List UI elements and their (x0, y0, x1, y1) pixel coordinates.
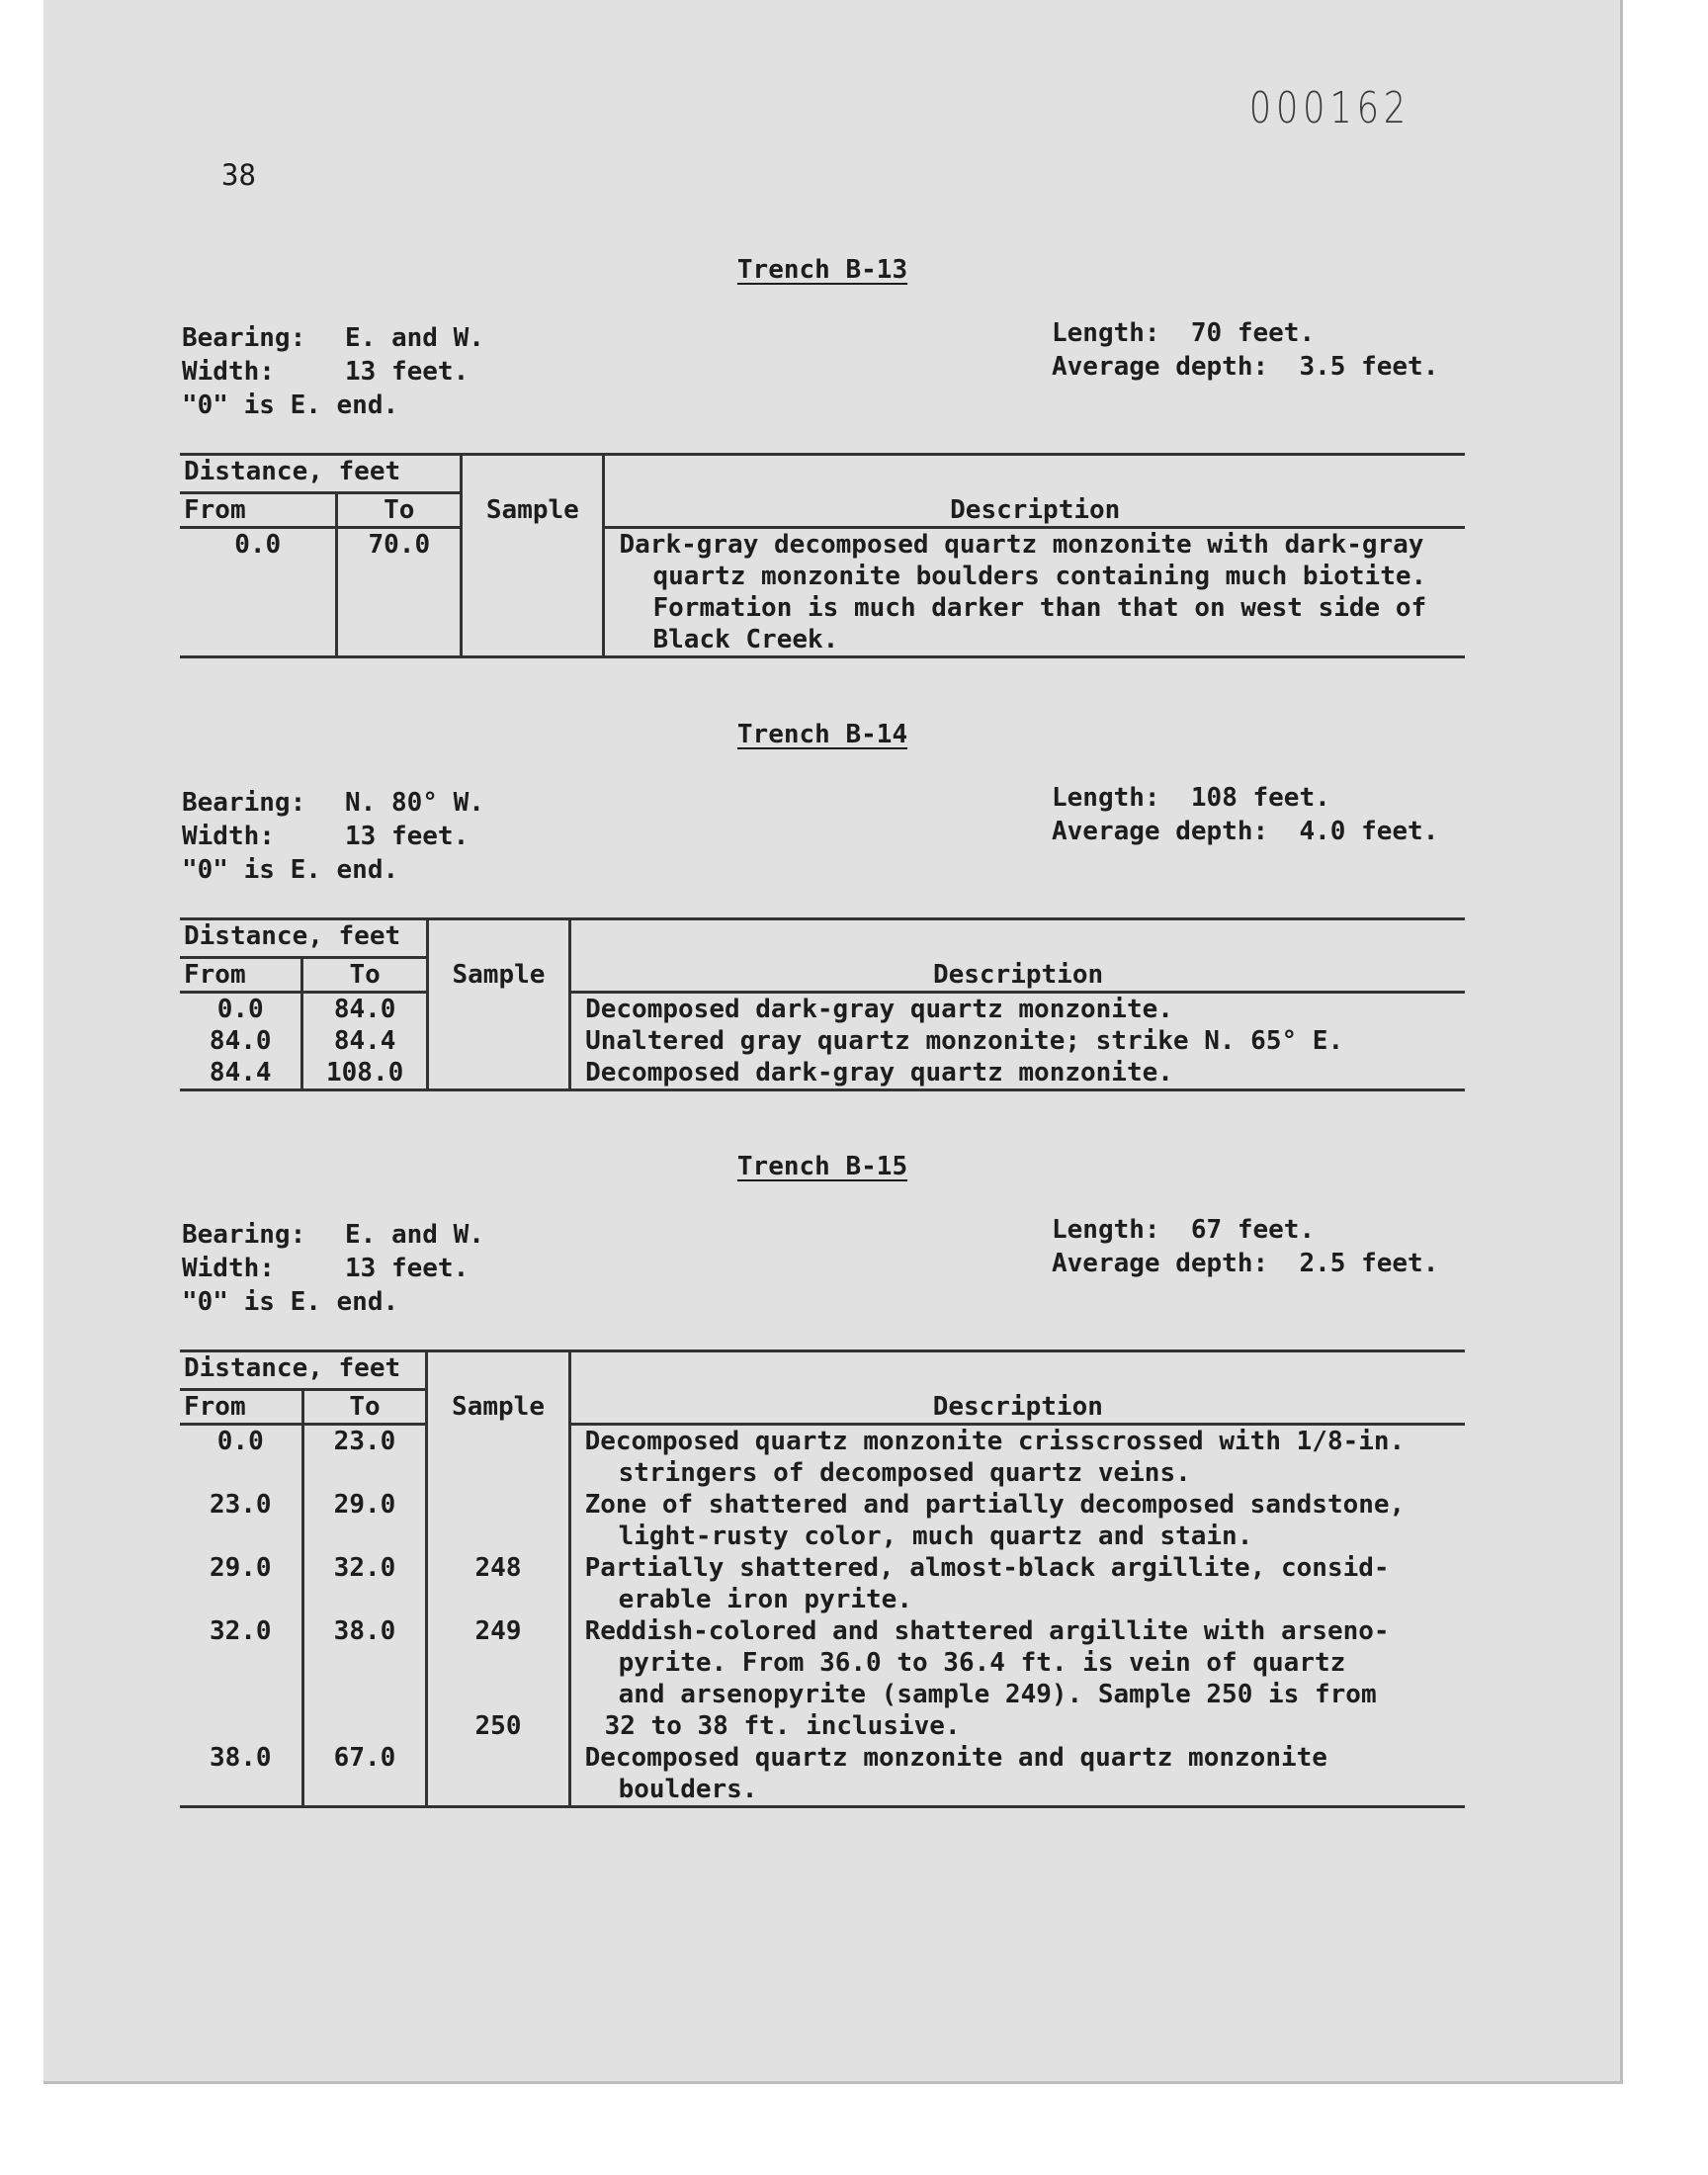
description-line: boulders. (618, 1775, 758, 1804)
table-row (180, 1489, 1465, 1552)
from-cell: 29.0 (180, 1552, 302, 1615)
from-cell: 38.0 (180, 1742, 302, 1807)
description-line: 32 to 38 ft. inclusive. (604, 1711, 961, 1741)
distance-header: Distance, feet (180, 1351, 427, 1390)
description-cell: Decomposed dark-gray quartz monzonite. (570, 1057, 1465, 1090)
bearing-label: Bearing: (182, 323, 306, 353)
description-line: Partially shattered, almost-black argillite, consid- (584, 1553, 1390, 1583)
table-row (180, 1710, 1465, 1742)
description-line: Decomposed quartz monzonite and quartz monzonite (584, 1743, 1327, 1773)
table-row (180, 1025, 1465, 1057)
from-cell: 0.0 (180, 528, 337, 657)
description-header-top (570, 919, 1465, 958)
description-line: Formation is much darker than that on west side of (652, 593, 1427, 623)
trench-log-table (180, 1349, 1465, 1808)
length-label: Length: (1052, 783, 1160, 813)
description-cell: Unaltered gray quartz monzonite; strike N. 65° E. (585, 1026, 1344, 1056)
bearing-value: E. and W. (345, 323, 484, 353)
description-cell: Decomposed dark-gray quartz monzonite. (585, 995, 1173, 1024)
sample-header: Sample (462, 455, 604, 528)
width-label: Width: (182, 357, 275, 387)
sample-cell (427, 1057, 569, 1090)
description-cell (569, 1742, 1465, 1807)
length-value: 67 feet. (1190, 1215, 1316, 1245)
to-cell: 67.0 (302, 1742, 427, 1807)
table-row (180, 1742, 1465, 1807)
description-header: Description (570, 958, 1465, 993)
trench-meta-right (1052, 781, 1438, 848)
width-label: Width: (182, 822, 275, 851)
from-header: From (180, 1390, 302, 1425)
to-header: To (302, 1390, 427, 1425)
depth-label: Average depth: (1052, 352, 1269, 382)
length-label: Length: (1052, 318, 1160, 348)
sample-header: Sample (427, 1351, 569, 1425)
from-cell: 0.0 (180, 993, 302, 1026)
from-header: From (180, 493, 337, 528)
bearing-value: E. and W. (345, 1220, 484, 1250)
depth-value: 4.0 feet. (1299, 817, 1439, 846)
document-id-stamp: 000162 (1248, 83, 1410, 133)
description-line: erable iron pyrite. (618, 1585, 912, 1614)
trench-title: Trench B-13 (736, 255, 908, 285)
description-line: stringers of decomposed quartz veins. (618, 1458, 1191, 1488)
zero-end-note: "0" is E. end. (182, 1287, 399, 1317)
from-cell (180, 1710, 302, 1742)
sample-cell (427, 1742, 569, 1807)
table-row (180, 1425, 1465, 1490)
from-cell: 32.0 (180, 1615, 302, 1710)
trench-meta-right (1052, 316, 1438, 384)
description-cell (569, 1489, 1465, 1552)
description-line: Zone of shattered and partially decomposed sandstone, (584, 1490, 1406, 1520)
sample-cell (462, 528, 604, 657)
trench-meta-left (182, 786, 484, 887)
from-cell: 0.0 (180, 1425, 302, 1490)
description-line: Decomposed quartz monzonite crisscrossed with 1/8-in. (584, 1427, 1406, 1456)
sample-cell: 250 (427, 1710, 569, 1742)
from-cell: 23.0 (180, 1489, 302, 1552)
description-line: pyrite. From 36.0 to 36.4 ft. is vein of quartz (618, 1648, 1346, 1678)
from-cell: 84.0 (180, 1025, 302, 1057)
description-cell (569, 1552, 1465, 1615)
sample-cell (427, 1489, 569, 1552)
to-cell: 108.0 (302, 1057, 427, 1090)
to-cell: 38.0 (302, 1615, 427, 1710)
page-number: 38 (221, 158, 256, 192)
depth-label: Average depth: (1052, 1249, 1269, 1278)
description-header-top (569, 1351, 1465, 1390)
to-header: To (302, 958, 427, 993)
description-header-top (604, 455, 1465, 493)
description-line: light-rusty color, much quartz and stain. (618, 1522, 1253, 1551)
table-row (180, 1057, 1465, 1090)
distance-header: Distance, feet (180, 455, 462, 493)
description-line: Reddish-colored and shattered argillite with arseno- (584, 1616, 1390, 1646)
description-header: Description (569, 1390, 1465, 1425)
width-value: 13 feet. (345, 822, 470, 851)
description-cell (604, 528, 1465, 657)
description-cell (569, 1425, 1465, 1490)
trench-log-table (180, 917, 1465, 1091)
trench-title: Trench B-14 (736, 720, 908, 749)
sample-cell: 248 (427, 1552, 569, 1615)
depth-label: Average depth: (1052, 817, 1269, 846)
width-value: 13 feet. (345, 1254, 470, 1283)
depth-value: 2.5 feet. (1299, 1249, 1439, 1278)
description-line: quartz monzonite boulders containing much biotite. (652, 562, 1427, 591)
sample-cell: 249 (427, 1615, 569, 1710)
sample-cell (427, 1025, 569, 1057)
table-row (180, 993, 1465, 1026)
width-value: 13 feet. (345, 357, 470, 387)
sample-header: Sample (427, 919, 569, 993)
description-header: Description (604, 493, 1465, 528)
width-label: Width: (182, 1254, 275, 1283)
sample-cell (427, 993, 569, 1026)
bearing-label: Bearing: (182, 1220, 306, 1250)
length-label: Length: (1052, 1215, 1160, 1245)
depth-value: 3.5 feet. (1299, 352, 1439, 382)
to-cell: 32.0 (302, 1552, 427, 1615)
table-row (180, 1615, 1465, 1710)
description-line: Dark-gray decomposed quartz monzonite with dark-gray (619, 530, 1424, 560)
distance-header: Distance, feet (180, 919, 427, 958)
trench-meta-left (182, 1218, 484, 1319)
description-line: Black Creek. (652, 625, 839, 654)
to-cell: 23.0 (302, 1425, 427, 1490)
zero-end-note: "0" is E. end. (182, 855, 399, 885)
from-cell: 84.4 (180, 1057, 302, 1090)
description-line: and arsenopyrite (sample 249). Sample 250 is from (618, 1680, 1377, 1709)
length-value: 108 feet. (1190, 783, 1330, 813)
zero-end-note: "0" is E. end. (182, 391, 399, 420)
to-cell: 29.0 (302, 1489, 427, 1552)
table-row (180, 1552, 1465, 1615)
to-header: To (337, 493, 462, 528)
trench-meta-left (182, 321, 484, 422)
trench-meta-right (1052, 1213, 1438, 1280)
bearing-label: Bearing: (182, 788, 306, 818)
length-value: 70 feet. (1190, 318, 1316, 348)
table-row (180, 528, 1465, 657)
to-cell: 70.0 (337, 528, 462, 657)
to-cell (302, 1710, 427, 1742)
from-header: From (180, 958, 302, 993)
trench-log-table (180, 453, 1465, 658)
description-cell (569, 1615, 1465, 1710)
bearing-value: N. 80° W. (345, 788, 484, 818)
to-cell: 84.0 (302, 993, 427, 1026)
trench-title: Trench B-15 (736, 1152, 908, 1181)
description-cell (569, 1710, 1465, 1742)
sample-cell (427, 1425, 569, 1490)
to-cell: 84.4 (302, 1025, 427, 1057)
